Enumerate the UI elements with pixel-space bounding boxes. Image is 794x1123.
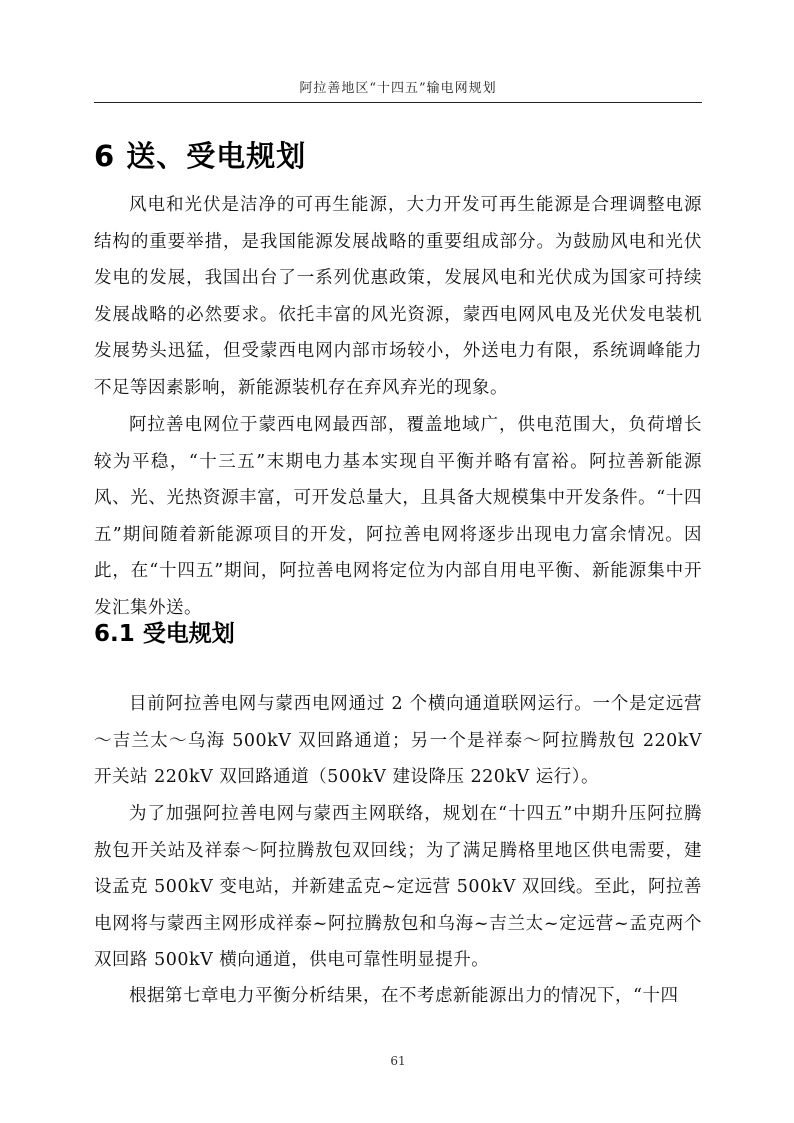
body-paragraph: 目前阿拉善电网与蒙西电网通过 2 个横向通道联网运行。一个是定远营～吉兰太～乌海 500kV 双回路通道；另一个是祥泰～阿拉腾敖包 220kV 开关站 220kV 双回路通道（500kV 建设降压 220kV 运行）。: [94, 694, 702, 788]
header-divider: [94, 102, 702, 103]
body-paragraph: 根据第七章电力平衡分析结果，在不考虑新能源出力的情况下，“十四: [129, 986, 679, 1006]
running-header: 阿拉善地区“十四五”输电网规划: [299, 81, 497, 96]
page-number: 61: [390, 1054, 406, 1068]
chapter-title: 6 送、受电规划: [94, 139, 307, 173]
body-paragraph: 为了加强阿拉善电网与蒙西主网联络，规划在“十四五”中期升压阿拉腾敖包开关站及祥泰～阿拉腾敖包双回线；为了满足腾格里地区供电需要，建设孟克 500kV 变电站，并新建孟克~定远营 500kV 双回线。至此，阿拉善电网将与蒙西主网形成祥泰~阿拉腾敖包和乌海~吉兰太~定远营~孟克两个双回路 500kV 横向通道，供电可靠性明显提升。: [94, 804, 702, 971]
section-title: 6.1 受电规划: [94, 621, 235, 647]
body-paragraph: 风电和光伏是洁净的可再生能源，大力开发可再生能源是合理调整电源结构的重要举措，是我国能源发展战略的重要组成部分。为鼓励风电和光伏发电的发展，我国出台了一系列优惠政策，发展风电和光伏成为国家可持续发展战略的必然要求。依托丰富的风光资源，蒙西电网风电及光伏发电装机发展势头迅猛，但受蒙西电网内部市场较小，外送电力有限，系统调峰能力不足等因素影响，新能源装机存在弃风弃光的现象。: [94, 195, 702, 398]
body-paragraph: 阿拉善电网位于蒙西电网最西部，覆盖地域广，供电范围大，负荷增长较为平稳，“十三五”末期电力基本实现自平衡并略有富裕。阿拉善新能源风、光、光热资源丰富，可开发总量大，且具备大规模集中开发条件。“十四五”期间随着新能源项目的开发，阿拉善电网将逐步出现电力富余情况。因此，在“十四五”期间，阿拉善电网将定位为内部自用电平衡、新能源集中开发汇集外送。: [94, 415, 702, 618]
